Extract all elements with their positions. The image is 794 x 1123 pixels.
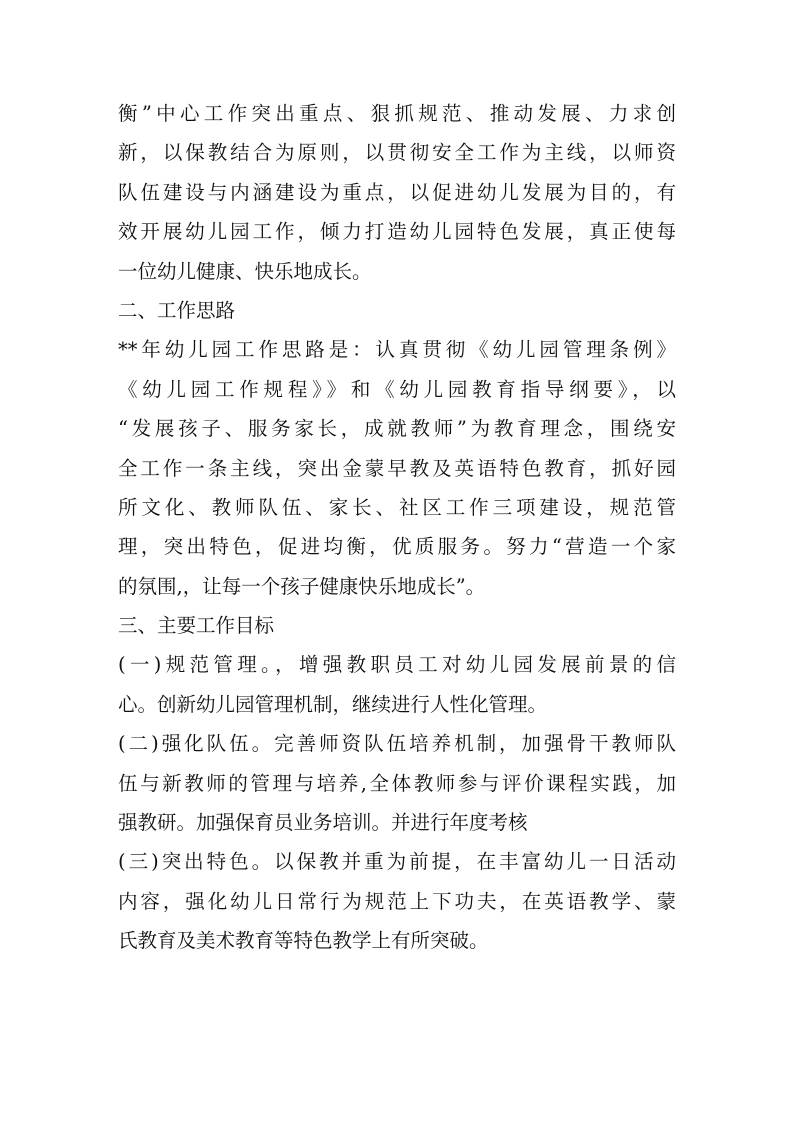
text-line: 心。创新幼儿园管理机制，继续进行人性化管理。 [118,692,548,716]
text-line: 内容，强化幼儿日常行为规范上下功夫，在英语教学、蒙 [118,889,676,913]
section-heading: 三、主要工作目标 [118,614,275,638]
text-line: (二)强化队伍。完善师资队伍培养机制，加强骨干教师队 [118,732,676,756]
text-line: 伍与新教师的管理与培养,全体教师参与评价课程实践，加 [118,771,676,795]
text-line: 队伍建设与内涵建设为重点，以促进幼儿发展为目的，有 [118,180,676,204]
text-line: 新，以保教结合为原则，以贯彻安全工作为主线，以师资 [118,141,676,165]
text-line: 衡”中心工作突出重点、狠抓规范、推动发展、力求创 [118,102,676,125]
text-line: **年幼儿园工作思路是：认真贯彻《幼儿园管理条例》 [118,338,676,362]
text-line: 全工作一条主线，突出金蒙早教及英语特色教育，抓好园 [118,456,676,480]
text-line: 的氛围,，让每一个孩子健康快乐地成长”。 [118,574,486,598]
text-line: 所文化、教师队伍、家长、社区工作三项建设，规范管 [118,495,676,519]
document-body [118,94,676,961]
text-line: 效开展幼儿园工作，倾力打造幼儿园特色发展，真正使每 [118,220,676,244]
section-heading: 二、工作思路 [118,298,236,322]
text-line: 氏教育及美术教育等特色教学上有所突破。 [118,929,489,953]
text-line: 《幼儿园工作规程》》和《幼儿园教育指导纲要》，以 [118,377,676,401]
text-line: 强教研。加强保育员业务培训。并进行年度考核 [118,811,528,835]
text-line: 一位幼儿健康、快乐地成长。 [118,259,372,283]
text-line: 理，突出特色，促进均衡，优质服务。努力“营造一个家 [118,535,676,559]
text-line: (一)规范管理。，增强教职员工对幼儿园发展前景的信 [118,653,676,677]
text-line: “发展孩子、服务家长，成就教师”为教育理念，围绕安 [118,417,676,441]
text-line: (三)突出特色。以保教并重为前提，在丰富幼儿一日活动 [118,850,676,874]
